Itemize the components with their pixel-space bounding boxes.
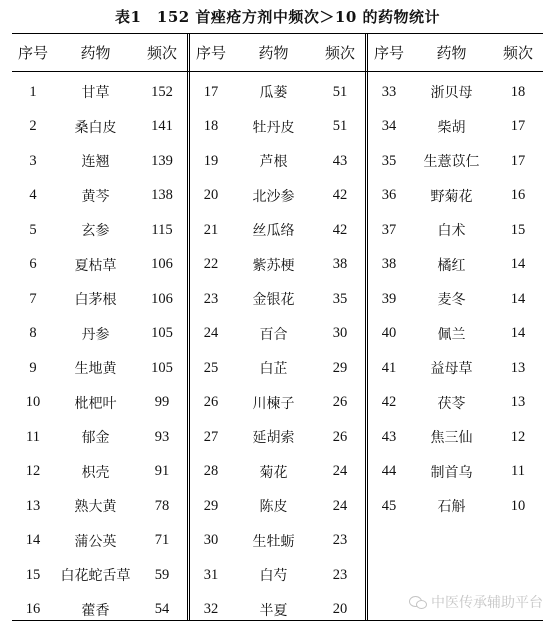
freq-cell: 78 [154,497,170,514]
seq-cell: 40 [381,325,397,342]
drug-cell: 菊花 [259,464,288,481]
freq-cell: 138 [151,187,173,204]
table-row [368,351,543,386]
seq-cell: 11 [26,428,40,445]
seq-cell: 42 [381,394,397,411]
table-row [368,455,543,490]
seq-cell: 24 [203,325,219,342]
drug-cell: 石斛 [437,499,466,516]
seq-cell: 39 [381,290,397,307]
freq-cell: 14 [510,290,526,307]
freq-cell: 54 [154,601,170,618]
seq-cell: 23 [203,290,219,307]
table-row [190,489,365,524]
table-row [190,386,365,421]
drug-cell: 夏枯草 [74,257,117,274]
seq-cell: 15 [25,566,41,583]
freq-cell: 35 [332,290,348,307]
header-row [190,34,365,71]
drug-header: 药物 [258,44,289,62]
drug-cell: 白术 [437,223,466,240]
seq-cell: 37 [381,221,397,238]
freq-cell: 93 [154,428,170,445]
freq-cell: 24 [332,497,348,514]
table-row [12,213,187,248]
freq-cell: 105 [151,325,173,342]
table-row [190,75,365,110]
freq-cell: 17 [510,152,526,169]
table-row [12,593,187,628]
column-group-1 [12,34,187,620]
seq-cell: 33 [381,83,397,100]
table-row [368,282,543,317]
drug-cell: 焦三仙 [430,430,473,447]
freq-cell: 10 [510,497,526,514]
drug-cell: 陈皮 [259,499,288,516]
drug-cell: 浙贝母 [430,85,473,102]
seq-cell: 18 [203,118,219,135]
freq-cell: 26 [332,394,348,411]
seq-cell: 8 [29,325,37,342]
table-row [12,75,187,110]
table-row [190,179,365,214]
table-row [190,213,365,248]
drug-cell: 玄参 [81,223,110,240]
freq-cell: 11 [511,463,525,480]
freq-cell: 91 [154,463,170,480]
table-row [12,420,187,455]
table-row [12,179,187,214]
seq-cell: 26 [203,394,219,411]
drug-frequency-table [12,34,543,620]
freq-cell: 71 [154,532,170,549]
freq-cell: 20 [332,601,348,618]
seq-cell: 22 [203,256,219,273]
table-row [368,489,543,524]
seq-cell: 20 [203,187,219,204]
drug-cell: 生薏苡仁 [423,154,480,171]
table-row [368,213,543,248]
watermark [409,592,543,612]
table-row [190,351,365,386]
table-row [12,144,187,179]
column-group-3 [365,34,543,620]
drug-header: 药物 [436,44,467,62]
drug-cell: 白芷 [259,361,288,378]
seq-cell: 7 [29,290,37,307]
drug-header: 药物 [80,44,111,62]
freq-cell: 24 [332,463,348,480]
table-row [190,455,365,490]
drug-cell: 百合 [259,326,288,343]
drug-cell: 麦冬 [437,292,466,309]
drug-cell: 芦根 [259,154,288,171]
freq-cell: 13 [510,394,526,411]
drug-cell: 柴胡 [437,119,466,136]
drug-cell: 佩兰 [437,326,466,343]
table-row [368,386,543,421]
table-row [12,110,187,145]
drug-cell: 生牡蛎 [252,533,295,550]
freq-cell: 105 [151,359,173,376]
freq-cell: 13 [510,359,526,376]
freq-cell: 15 [510,221,526,238]
freq-cell: 51 [332,118,348,135]
drug-cell: 制首乌 [430,464,473,481]
table-body [190,75,365,627]
freq-cell: 59 [154,566,170,583]
drug-cell: 白花蛇舌草 [60,568,131,585]
freq-cell: 14 [510,325,526,342]
drug-cell: 牡丹皮 [252,119,295,136]
drug-cell: 半夏 [259,602,288,619]
drug-cell: 郁金 [81,430,110,447]
table-row [12,248,187,283]
seq-cell: 29 [203,497,219,514]
seq-cell: 4 [29,187,37,204]
freq-cell: 17 [510,118,526,135]
seq-header: 序号 [373,44,404,62]
seq-cell: 14 [25,532,41,549]
freq-cell: 18 [510,83,526,100]
freq-cell: 30 [332,325,348,342]
drug-cell: 黄芩 [81,188,110,205]
table-row [190,110,365,145]
seq-cell: 1 [29,83,37,100]
freq-cell: 42 [332,221,348,238]
drug-cell: 连翘 [81,154,110,171]
freq-cell: 42 [332,187,348,204]
seq-cell: 9 [29,359,37,376]
freq-cell: 139 [151,152,173,169]
seq-cell: 25 [203,359,219,376]
freq-cell: 23 [332,532,348,549]
drug-cell: 北沙参 [252,188,295,205]
drug-cell: 桑白皮 [74,119,117,136]
drug-cell: 白芍 [259,568,288,585]
table-row [368,179,543,214]
freq-header: 频次 [146,44,177,62]
freq-cell: 16 [510,187,526,204]
table-row [190,593,365,628]
freq-cell: 29 [332,359,348,376]
freq-cell: 99 [154,394,170,411]
seq-cell: 6 [29,256,37,273]
table-row [368,110,543,145]
freq-cell: 26 [332,428,348,445]
table-row [190,420,365,455]
drug-cell: 橘红 [437,257,466,274]
table-row [12,351,187,386]
freq-cell: 23 [332,566,348,583]
drug-cell: 川楝子 [252,395,295,412]
drug-cell: 枇杷叶 [74,395,117,412]
freq-cell: 141 [151,118,173,135]
seq-cell: 12 [25,463,41,480]
freq-cell: 12 [510,428,526,445]
table-row [368,144,543,179]
table-row [368,248,543,283]
seq-header: 序号 [195,44,226,62]
freq-cell: 43 [332,152,348,169]
seq-cell: 43 [381,428,397,445]
seq-cell: 44 [381,463,397,480]
table-row [190,282,365,317]
table-title: 表1 152 首痤疮方剂中频次＞10 的药物统计 [114,8,441,26]
seq-cell: 34 [381,118,397,135]
drug-cell: 茯苓 [437,395,466,412]
seq-cell: 2 [29,118,37,135]
freq-cell: 115 [151,221,173,238]
table-row [368,317,543,352]
seq-cell: 36 [381,187,397,204]
table-row [190,144,365,179]
drug-cell: 丝瓜络 [252,223,295,240]
drug-cell: 延胡索 [252,430,295,447]
table-row [190,558,365,593]
freq-header: 频次 [324,44,355,62]
freq-cell: 14 [510,256,526,273]
table-row [190,524,365,559]
table-row [368,75,543,110]
table-row [12,455,187,490]
freq-cell: 38 [332,256,348,273]
header-row [368,34,543,71]
seq-cell: 32 [203,601,219,618]
seq-cell: 38 [381,256,397,273]
seq-cell: 13 [25,497,41,514]
drug-cell: 益母草 [430,361,473,378]
column-group-2 [187,34,365,620]
wechat-icon [409,595,427,609]
drug-cell: 白茅根 [74,292,117,309]
seq-cell: 16 [25,601,41,618]
drug-cell: 金银花 [252,292,295,309]
drug-cell: 瓜蒌 [259,85,288,102]
table-row [12,524,187,559]
table-body [368,75,543,524]
freq-header: 频次 [502,44,533,62]
seq-cell: 10 [25,394,41,411]
seq-cell: 41 [381,359,397,376]
drug-cell: 甘草 [81,85,110,102]
table-row [12,386,187,421]
drug-cell: 枳壳 [81,464,110,481]
drug-cell: 熟大黄 [74,499,117,516]
seq-cell: 35 [381,152,397,169]
seq-cell: 17 [203,83,219,100]
table-row [190,248,365,283]
freq-cell: 106 [151,256,173,273]
table-row [12,489,187,524]
drug-cell: 蒲公英 [74,533,117,550]
seq-cell: 3 [29,152,37,169]
seq-cell: 5 [29,221,37,238]
seq-cell: 28 [203,463,219,480]
seq-cell: 45 [381,497,397,514]
drug-cell: 野菊花 [430,188,473,205]
header-row [12,34,187,71]
drug-cell: 藿香 [81,602,110,619]
table-row [12,317,187,352]
drug-cell: 生地黄 [74,361,117,378]
seq-cell: 31 [203,566,219,583]
table-row [368,420,543,455]
table-body [12,75,187,627]
freq-cell: 106 [151,290,173,307]
drug-cell: 紫苏梗 [252,257,295,274]
table-row [190,317,365,352]
freq-cell: 152 [151,83,173,100]
seq-cell: 27 [203,428,219,445]
seq-cell: 30 [203,532,219,549]
table-row [12,558,187,593]
seq-header: 序号 [17,44,48,62]
table-row [12,282,187,317]
watermark-text: 中医传承辅助平台 [431,595,543,611]
freq-cell: 51 [332,83,348,100]
seq-cell: 19 [203,152,219,169]
drug-cell: 丹参 [81,326,110,343]
seq-cell: 21 [203,221,219,238]
